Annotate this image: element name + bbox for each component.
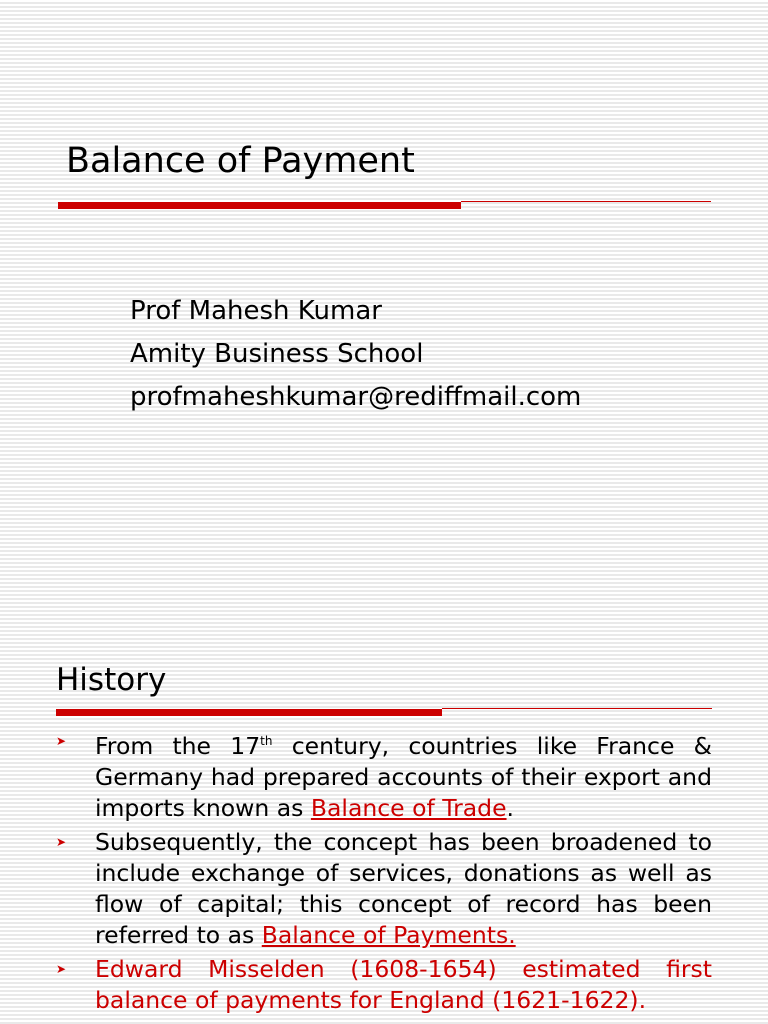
arrow-bullet-icon: ➤ [56,734,67,748]
author-school: Amity Business School [130,339,424,369]
title-underline-thin [461,201,711,202]
list-item [56,827,712,951]
title-underline-thin [442,708,712,709]
bullet-text: Edward Misselden (1608-1654) estimated first balance of payments for England (1621-1622). [95,955,712,1014]
bullet-list [56,726,712,1019]
arrow-bullet-icon: ➤ [56,835,67,849]
slide-title: Balance of Payment [66,141,415,181]
arrow-bullet-icon: ➤ [56,962,67,976]
list-item [56,954,712,1016]
slide-title: History [56,662,167,698]
balance-of-trade-link[interactable]: Balance of Trade [310,794,507,822]
author-name: Prof Mahesh Kumar [130,296,382,326]
balance-of-payments-link[interactable]: Balance of Payments. [261,921,516,949]
bullet-text: Subsequently, the concept has been broadened to include exchange of services, donations as well as flow of capital; this concept of record has been referred to as [95,828,712,949]
bullet-text-end: . [506,794,515,822]
title-underline-thick [58,202,461,209]
superscript-th: th [260,734,273,748]
author-block [130,290,581,419]
title-underline-thick [56,709,442,716]
bullet-text: From the 17 [95,732,261,760]
bullet-text: century, countries like France & Germany had prepared accounts of their export and imports known as [95,732,712,822]
author-email: profmaheshkumar@rediffmail.com [130,382,582,412]
list-item [56,726,712,824]
